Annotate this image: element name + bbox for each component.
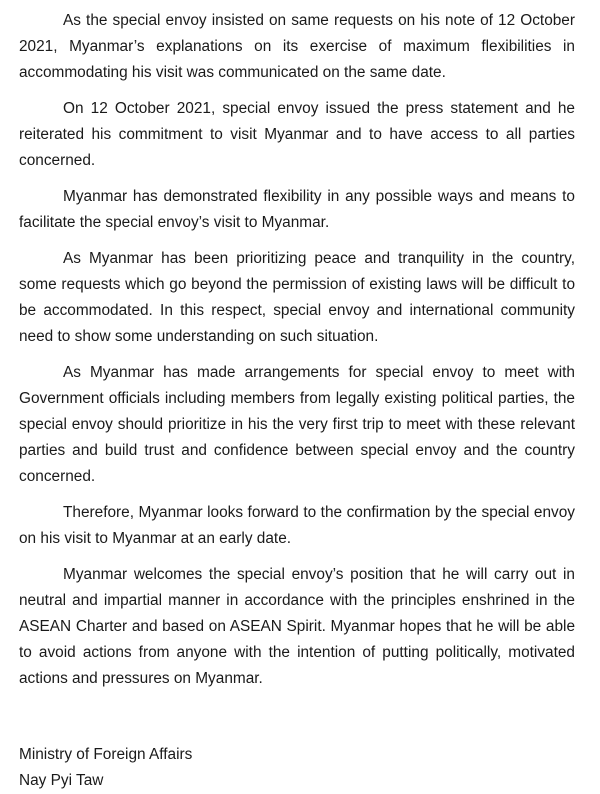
paragraph-1: As the special envoy insisted on same requests on his note of 12 October 2021, Myanmar’s explanations on its exercise of maximum flexibilities in accommodating his visit was communicated on the same date. xyxy=(19,12,575,81)
signature-city: Nay Pyi Taw xyxy=(19,772,104,789)
signature-ministry: Ministry of Foreign Affairs xyxy=(19,746,193,763)
paragraph-2: On 12 October 2021, special envoy issued the press statement and he reiterated his commitment to visit Myanmar and to have access to all parties concerned. xyxy=(19,100,575,169)
document-page xyxy=(19,8,575,794)
paragraph-5: As Myanmar has made arrangements for special envoy to meet with Government officials including members from legally existing political parties, the special envoy should prioritize in his the very first trip to meet with these relevant parties and build trust and confidence between special envoy and the country concerned. xyxy=(19,364,575,485)
signature-block xyxy=(19,742,575,794)
paragraph-6: Therefore, Myanmar looks forward to the confirmation by the special envoy on his visit to Myanmar at an early date. xyxy=(19,504,575,547)
paragraph-3: Myanmar has demonstrated flexibility in any possible ways and means to facilitate the special envoy’s visit to Myanmar. xyxy=(19,188,575,231)
paragraph-7: Myanmar welcomes the special envoy’s position that he will carry out in neutral and impartial manner in accordance with the principles enshrined in the ASEAN Charter and based on ASEAN Spirit. Myanmar hopes that he will be able to avoid actions from anyone with the intention of putting politically, motivated actions and pressures on Myanmar. xyxy=(19,566,575,687)
paragraph-4: As Myanmar has been prioritizing peace and tranquility in the country, some requests which go beyond the permission of existing laws will be difficult to be accommodated. In this respect, special envoy and international community need to show some understanding on such situation. xyxy=(19,250,575,345)
